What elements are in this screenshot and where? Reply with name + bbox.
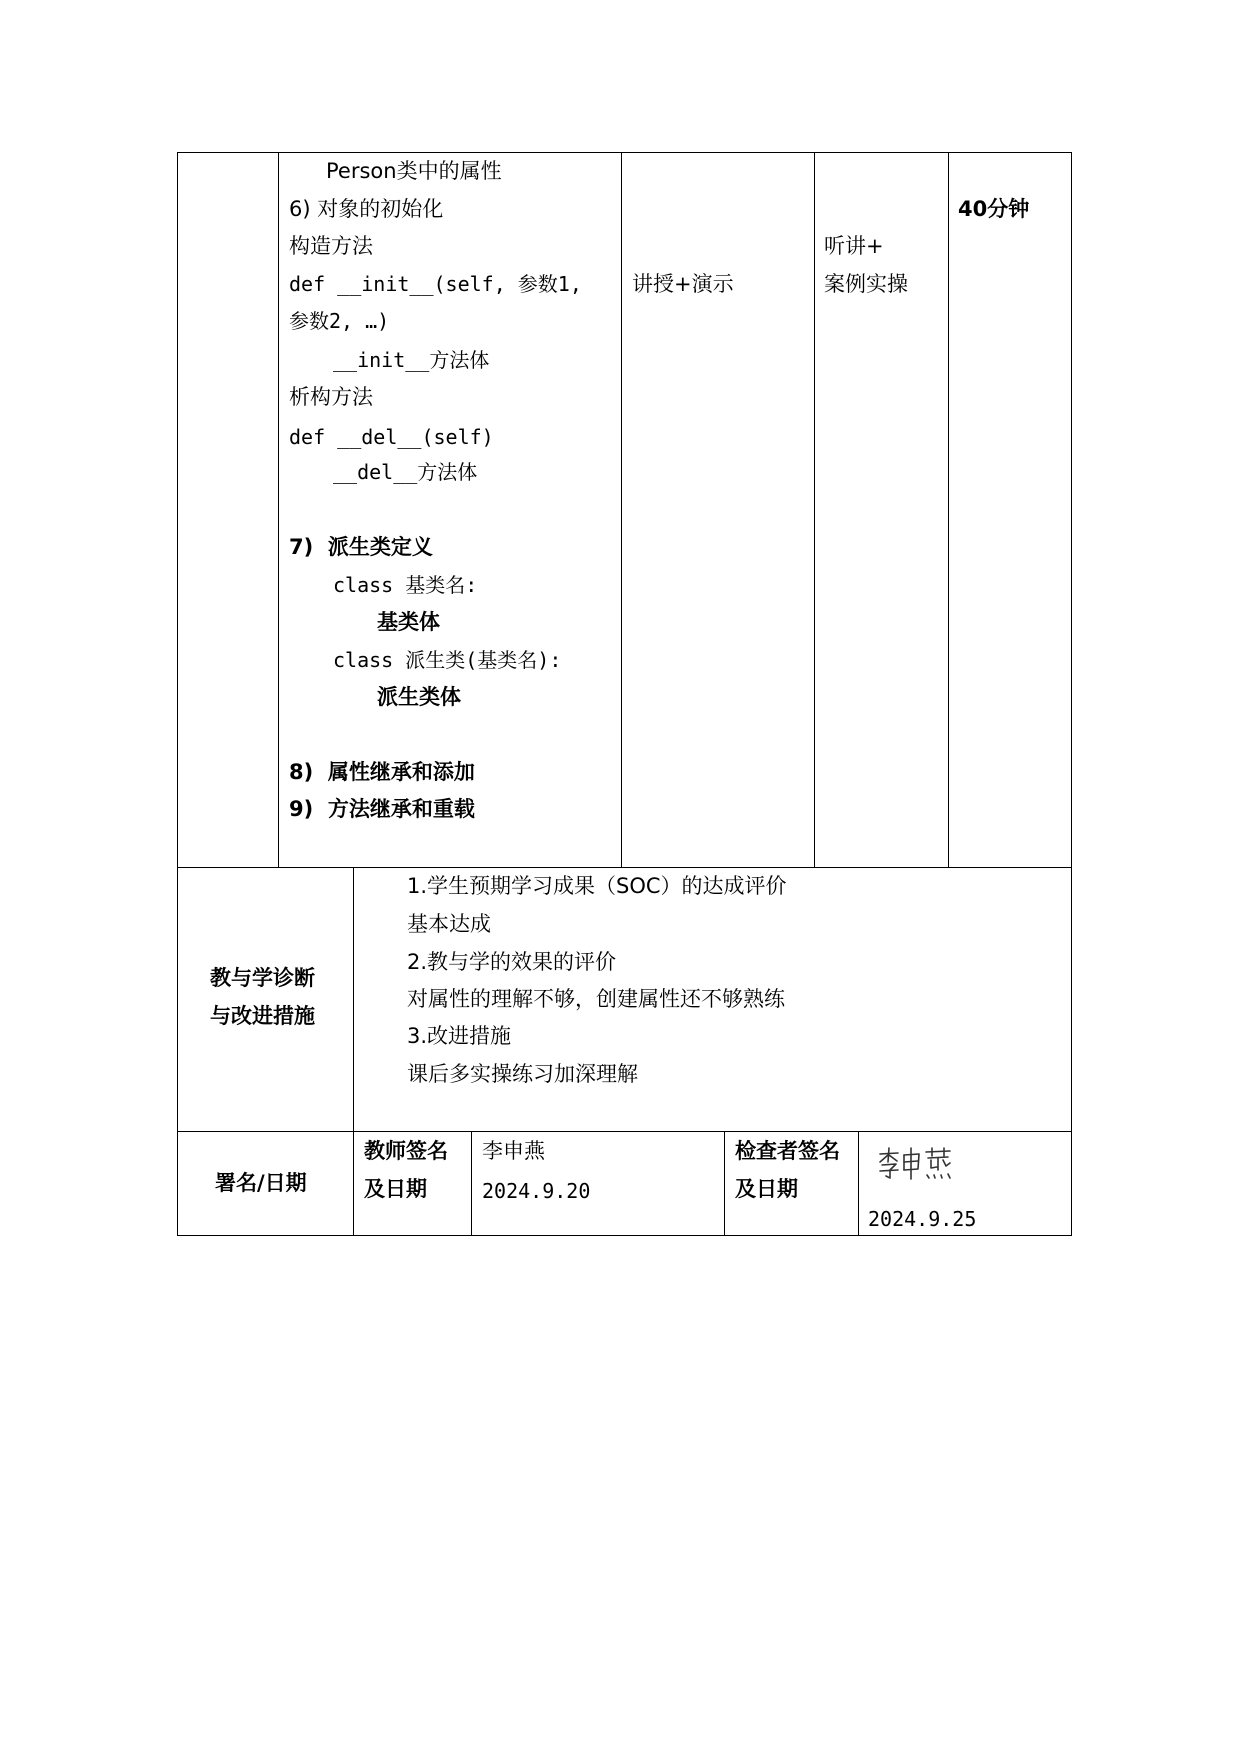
content-line: 7) 派生类定义 bbox=[289, 535, 433, 559]
content-line: __init__方法体 bbox=[333, 348, 490, 372]
diagnosis-line: 课后多实操练习加深理解 bbox=[407, 1062, 638, 1086]
teacher-date: 2024.9.20 bbox=[482, 1179, 591, 1203]
sig-divider-1 bbox=[471, 1131, 472, 1236]
diagnosis-line: 基本达成 bbox=[407, 912, 491, 936]
learning-method-line: 听讲+ bbox=[824, 234, 884, 258]
checker-date: 2024.9.25 bbox=[868, 1207, 977, 1231]
table-border-right bbox=[1071, 152, 1072, 1236]
content-line: 9) 方法继承和重载 bbox=[289, 797, 475, 821]
content-line: 派生类体 bbox=[377, 685, 461, 709]
content-line: __del__方法体 bbox=[333, 460, 478, 484]
diagnosis-divider bbox=[353, 867, 354, 1236]
table-border-bottom bbox=[177, 1235, 1072, 1236]
content-line: def __del__(self) bbox=[289, 425, 494, 449]
teacher-name: 李申燕 bbox=[482, 1139, 545, 1163]
diagnosis-label-line: 教与学诊断 bbox=[210, 966, 315, 990]
content-line: 6) 对象的初始化 bbox=[289, 197, 444, 221]
learning-method-line: 案例实操 bbox=[824, 272, 908, 296]
sig-divider-3 bbox=[858, 1131, 859, 1236]
checker-signature-image bbox=[876, 1146, 956, 1182]
col-divider-2 bbox=[621, 152, 622, 867]
diagnosis-label-line: 与改进措施 bbox=[210, 1004, 315, 1028]
table-border-left bbox=[177, 152, 178, 1236]
content-line: def __init__(self, 参数1, bbox=[289, 272, 582, 296]
diagnosis-line: 1.学生预期学习成果（SOC）的达成评价 bbox=[407, 874, 787, 898]
row-divider-1 bbox=[177, 867, 1072, 868]
teacher-label-line: 及日期 bbox=[364, 1177, 427, 1201]
content-line: class 基类名: bbox=[333, 573, 478, 597]
content-line: 8) 属性继承和添加 bbox=[289, 760, 475, 784]
diagnosis-line: 对属性的理解不够，创建属性还不够熟练 bbox=[407, 987, 785, 1011]
table-border-top bbox=[177, 152, 1072, 153]
teaching-method: 讲授+演示 bbox=[632, 272, 734, 296]
content-line: Person类中的属性 bbox=[326, 159, 502, 183]
duration: 40分钟 bbox=[958, 197, 1030, 221]
content-line: class 派生类(基类名): bbox=[333, 648, 562, 672]
content-line: 析构方法 bbox=[289, 385, 373, 409]
checker-label-line: 及日期 bbox=[735, 1177, 798, 1201]
diagnosis-line: 2.教与学的效果的评价 bbox=[407, 950, 617, 974]
sig-divider-2 bbox=[724, 1131, 725, 1236]
checker-label-line: 检查者签名 bbox=[735, 1139, 840, 1163]
row-divider-2 bbox=[177, 1131, 1072, 1132]
signature-label: 署名/日期 bbox=[215, 1171, 307, 1195]
col-divider-3 bbox=[814, 152, 815, 867]
content-line: 基类体 bbox=[377, 610, 440, 634]
col-divider-4 bbox=[948, 152, 949, 867]
content-line: 构造方法 bbox=[289, 234, 373, 258]
teacher-label-line: 教师签名 bbox=[364, 1139, 448, 1163]
col-divider-1 bbox=[278, 152, 279, 867]
diagnosis-line: 3.改进措施 bbox=[407, 1024, 512, 1048]
content-line: 参数2, …) bbox=[289, 309, 390, 333]
